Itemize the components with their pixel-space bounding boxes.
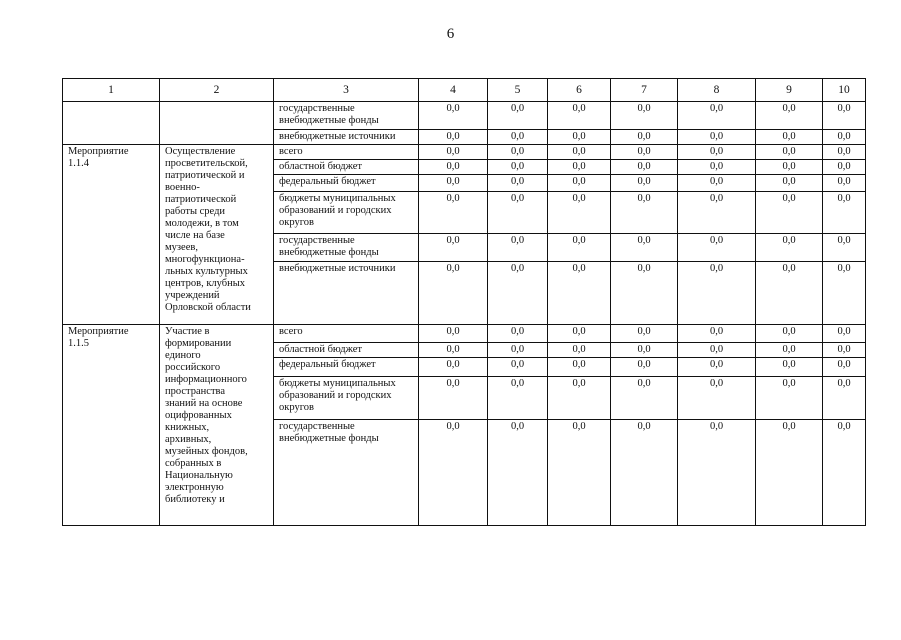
column-header-5: 5 [488,79,548,102]
value-cell: 0,0 [678,192,756,234]
funding-source-cell: областной бюджет [274,343,419,358]
value-cell: 0,0 [419,102,488,130]
value-cell: 0,0 [548,145,611,160]
value-cell: 0,0 [678,145,756,160]
activity-code-cell: Мероприятие 1.1.5 [63,325,160,526]
column-header-1: 1 [63,79,160,102]
value-cell: 0,0 [611,160,678,175]
value-cell: 0,0 [488,343,548,358]
value-cell: 0,0 [611,145,678,160]
column-header-10: 10 [823,79,866,102]
value-cell: 0,0 [678,234,756,262]
value-cell: 0,0 [488,130,548,145]
value-cell: 0,0 [756,192,823,234]
value-cell: 0,0 [548,234,611,262]
value-cell: 0,0 [823,377,866,420]
value-cell: 0,0 [611,234,678,262]
empty-code-cell [63,102,160,145]
value-cell: 0,0 [756,102,823,130]
value-cell: 0,0 [488,160,548,175]
value-cell: 0,0 [823,343,866,358]
value-cell: 0,0 [756,377,823,420]
funding-source-cell: всего [274,145,419,160]
funding-source-cell: областной бюджет [274,160,419,175]
value-cell: 0,0 [611,377,678,420]
value-cell: 0,0 [419,343,488,358]
value-cell: 0,0 [419,325,488,343]
value-cell: 0,0 [823,175,866,192]
value-cell: 0,0 [823,325,866,343]
funding-source-cell: всего [274,325,419,343]
column-header-2: 2 [160,79,274,102]
value-cell: 0,0 [548,262,611,325]
value-cell: 0,0 [823,145,866,160]
value-cell: 0,0 [419,130,488,145]
value-cell: 0,0 [823,130,866,145]
funding-source-cell: бюджеты муниципальных образований и городских округов [274,377,419,420]
funding-source-cell: федеральный бюджет [274,358,419,377]
page-number: 6 [446,26,455,42]
value-cell: 0,0 [756,130,823,145]
column-header-7: 7 [611,79,678,102]
value-cell: 0,0 [548,130,611,145]
value-cell: 0,0 [756,325,823,343]
activity-name-cell: Участие в формировании единого российского информационного пространства знаний на основе оцифрованных книжных, архивных, музейных фондов, собранных в Национальную электронную библиотеку и [160,325,274,526]
value-cell: 0,0 [756,420,823,526]
value-cell: 0,0 [488,102,548,130]
value-cell: 0,0 [678,130,756,145]
value-cell: 0,0 [548,160,611,175]
funding-source-cell: бюджеты муниципальных образований и городских округов [274,192,419,234]
column-header-6: 6 [548,79,611,102]
value-cell: 0,0 [678,377,756,420]
column-header-9: 9 [756,79,823,102]
value-cell: 0,0 [488,325,548,343]
value-cell: 0,0 [488,358,548,377]
table-row [63,145,866,160]
value-cell: 0,0 [823,262,866,325]
value-cell: 0,0 [611,358,678,377]
value-cell: 0,0 [488,262,548,325]
value-cell: 0,0 [419,192,488,234]
activity-name-cell: Осуществление просветительской, патриотической и военно- патриотической работы среди молодежи, в том числе на базе музеев, многофункциона- льных культурных центров, клубных учреждений Орловской области [160,145,274,325]
value-cell: 0,0 [756,145,823,160]
value-cell: 0,0 [611,325,678,343]
value-cell: 0,0 [548,420,611,526]
value-cell: 0,0 [488,175,548,192]
value-cell: 0,0 [419,420,488,526]
value-cell: 0,0 [488,377,548,420]
column-header-8: 8 [678,79,756,102]
budget-table [62,78,866,526]
value-cell: 0,0 [419,160,488,175]
header-row [63,79,866,102]
value-cell: 0,0 [611,130,678,145]
value-cell: 0,0 [548,325,611,343]
value-cell: 0,0 [678,358,756,377]
value-cell: 0,0 [678,343,756,358]
value-cell: 0,0 [823,192,866,234]
table-row [63,102,866,130]
value-cell: 0,0 [823,102,866,130]
value-cell: 0,0 [548,358,611,377]
value-cell: 0,0 [488,420,548,526]
value-cell: 0,0 [419,358,488,377]
funding-source-cell: внебюджетные источники [274,262,419,325]
value-cell: 0,0 [611,102,678,130]
value-cell: 0,0 [756,343,823,358]
value-cell: 0,0 [611,420,678,526]
value-cell: 0,0 [548,343,611,358]
value-cell: 0,0 [823,358,866,377]
value-cell: 0,0 [548,377,611,420]
value-cell: 0,0 [548,192,611,234]
value-cell: 0,0 [548,175,611,192]
value-cell: 0,0 [823,160,866,175]
value-cell: 0,0 [611,262,678,325]
funding-source-cell: внебюджетные источники [274,130,419,145]
column-header-4: 4 [419,79,488,102]
empty-name-cell [160,102,274,145]
funding-source-cell: государственные внебюджетные фонды [274,234,419,262]
value-cell: 0,0 [419,377,488,420]
value-cell: 0,0 [678,262,756,325]
value-cell: 0,0 [419,175,488,192]
value-cell: 0,0 [823,420,866,526]
funding-source-cell: федеральный бюджет [274,175,419,192]
column-header-3: 3 [274,79,419,102]
value-cell: 0,0 [488,192,548,234]
value-cell: 0,0 [756,234,823,262]
funding-source-cell: государственные внебюджетные фонды [274,420,419,526]
value-cell: 0,0 [678,175,756,192]
value-cell: 0,0 [611,175,678,192]
value-cell: 0,0 [678,325,756,343]
value-cell: 0,0 [756,175,823,192]
activity-code-cell: Мероприятие 1.1.4 [63,145,160,325]
value-cell: 0,0 [611,192,678,234]
value-cell: 0,0 [488,145,548,160]
value-cell: 0,0 [678,420,756,526]
value-cell: 0,0 [756,160,823,175]
value-cell: 0,0 [548,102,611,130]
value-cell: 0,0 [611,343,678,358]
value-cell: 0,0 [488,234,548,262]
funding-source-cell: государственные внебюджетные фонды [274,102,419,130]
table-row [63,325,866,343]
value-cell: 0,0 [419,262,488,325]
value-cell: 0,0 [678,160,756,175]
value-cell: 0,0 [823,234,866,262]
value-cell: 0,0 [756,262,823,325]
value-cell: 0,0 [756,358,823,377]
value-cell: 0,0 [419,145,488,160]
value-cell: 0,0 [678,102,756,130]
value-cell: 0,0 [419,234,488,262]
